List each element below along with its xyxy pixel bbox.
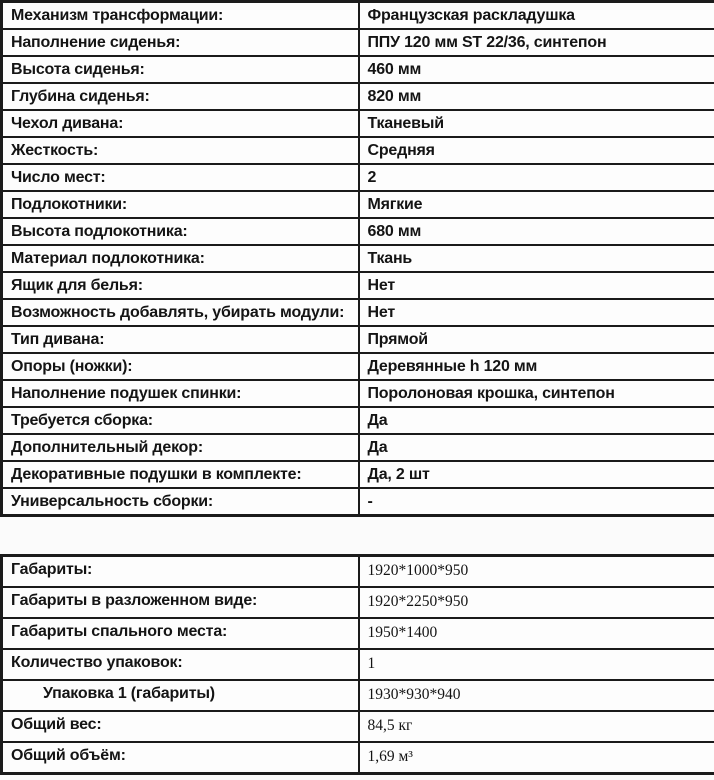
spec-value: - (359, 488, 714, 516)
table-row (2, 218, 714, 245)
spec-label: Подлокотники: (2, 191, 359, 218)
spec-value: Ткань (359, 245, 714, 272)
table-row (2, 272, 714, 299)
spec-label: Количество упаковок: (2, 649, 359, 680)
spec-label: Жесткость: (2, 137, 359, 164)
table-row (2, 556, 714, 588)
spec-label: Наполнение сиденья: (2, 29, 359, 56)
table-row (2, 649, 714, 680)
table-row (2, 326, 714, 353)
spec-value: 820 мм (359, 83, 714, 110)
table-gap (0, 517, 714, 554)
table-row (2, 137, 714, 164)
spec-value: Поролоновая крошка, синтепон (359, 380, 714, 407)
spec-value: Да, 2 шт (359, 461, 714, 488)
spec-value: Мягкие (359, 191, 714, 218)
spec-value: Тканевый (359, 110, 714, 137)
spec-value: 460 мм (359, 56, 714, 83)
spec-value: Нет (359, 272, 714, 299)
spec-value: 84,5 кг (359, 711, 714, 742)
spec-label: Габариты спального места: (2, 618, 359, 649)
spec-label: Общий объём: (2, 742, 359, 774)
table-row (2, 29, 714, 56)
table-row (2, 299, 714, 326)
spec-label: Универсальность сборки: (2, 488, 359, 516)
spec-label: Ящик для белья: (2, 272, 359, 299)
spec-value: Нет (359, 299, 714, 326)
spec-value: Да (359, 407, 714, 434)
spec-value: 1950*1400 (359, 618, 714, 649)
spec-label: Чехол дивана: (2, 110, 359, 137)
table-row (2, 711, 714, 742)
spec-label: Габариты: (2, 556, 359, 588)
table-row (2, 56, 714, 83)
spec-label: Глубина сиденья: (2, 83, 359, 110)
dimensions-table (0, 554, 714, 775)
table-row (2, 680, 714, 711)
spec-value: 1,69 м³ (359, 742, 714, 774)
table-row (2, 164, 714, 191)
spec-label: Общий вес: (2, 711, 359, 742)
table-row (2, 245, 714, 272)
spec-label: Число мест: (2, 164, 359, 191)
spec-value: ППУ 120 мм ST 22/36, синтепон (359, 29, 714, 56)
spec-value: 2 (359, 164, 714, 191)
table-row (2, 2, 714, 30)
spec-label: Требуется сборка: (2, 407, 359, 434)
spec-label: Опоры (ножки): (2, 353, 359, 380)
spec-value: 1930*930*940 (359, 680, 714, 711)
table-row (2, 618, 714, 649)
spec-value: Деревянные h 120 мм (359, 353, 714, 380)
spec-label: Дополнительный декор: (2, 434, 359, 461)
table-row (2, 742, 714, 774)
table-row (2, 461, 714, 488)
spec-value: 1920*2250*950 (359, 587, 714, 618)
spec-label: Механизм трансформации: (2, 2, 359, 30)
table-row (2, 83, 714, 110)
table-row (2, 488, 714, 516)
spec-label: Материал подлокотника: (2, 245, 359, 272)
spec-label: Наполнение подушек спинки: (2, 380, 359, 407)
characteristics-table-body (2, 2, 714, 516)
table-row (2, 434, 714, 461)
spec-label: Высота сиденья: (2, 56, 359, 83)
spec-label: Высота подлокотника: (2, 218, 359, 245)
spec-label: Возможность добавлять, убирать модули: (2, 299, 359, 326)
table-row (2, 110, 714, 137)
spec-label: Тип дивана: (2, 326, 359, 353)
spec-label: Габариты в разложенном виде: (2, 587, 359, 618)
spec-value: Французская раскладушка (359, 2, 714, 30)
table-row (2, 587, 714, 618)
spec-value: Средняя (359, 137, 714, 164)
table-row (2, 353, 714, 380)
dimensions-table-body (2, 556, 714, 774)
table-row (2, 191, 714, 218)
spec-value: Да (359, 434, 714, 461)
spec-value: 1920*1000*950 (359, 556, 714, 588)
spec-label: Декоративные подушки в комплекте: (2, 461, 359, 488)
spec-value: Прямой (359, 326, 714, 353)
spec-value: 680 мм (359, 218, 714, 245)
table-row (2, 380, 714, 407)
spec-value: 1 (359, 649, 714, 680)
table-row (2, 407, 714, 434)
spec-label: Упаковка 1 (габариты) (2, 680, 359, 711)
